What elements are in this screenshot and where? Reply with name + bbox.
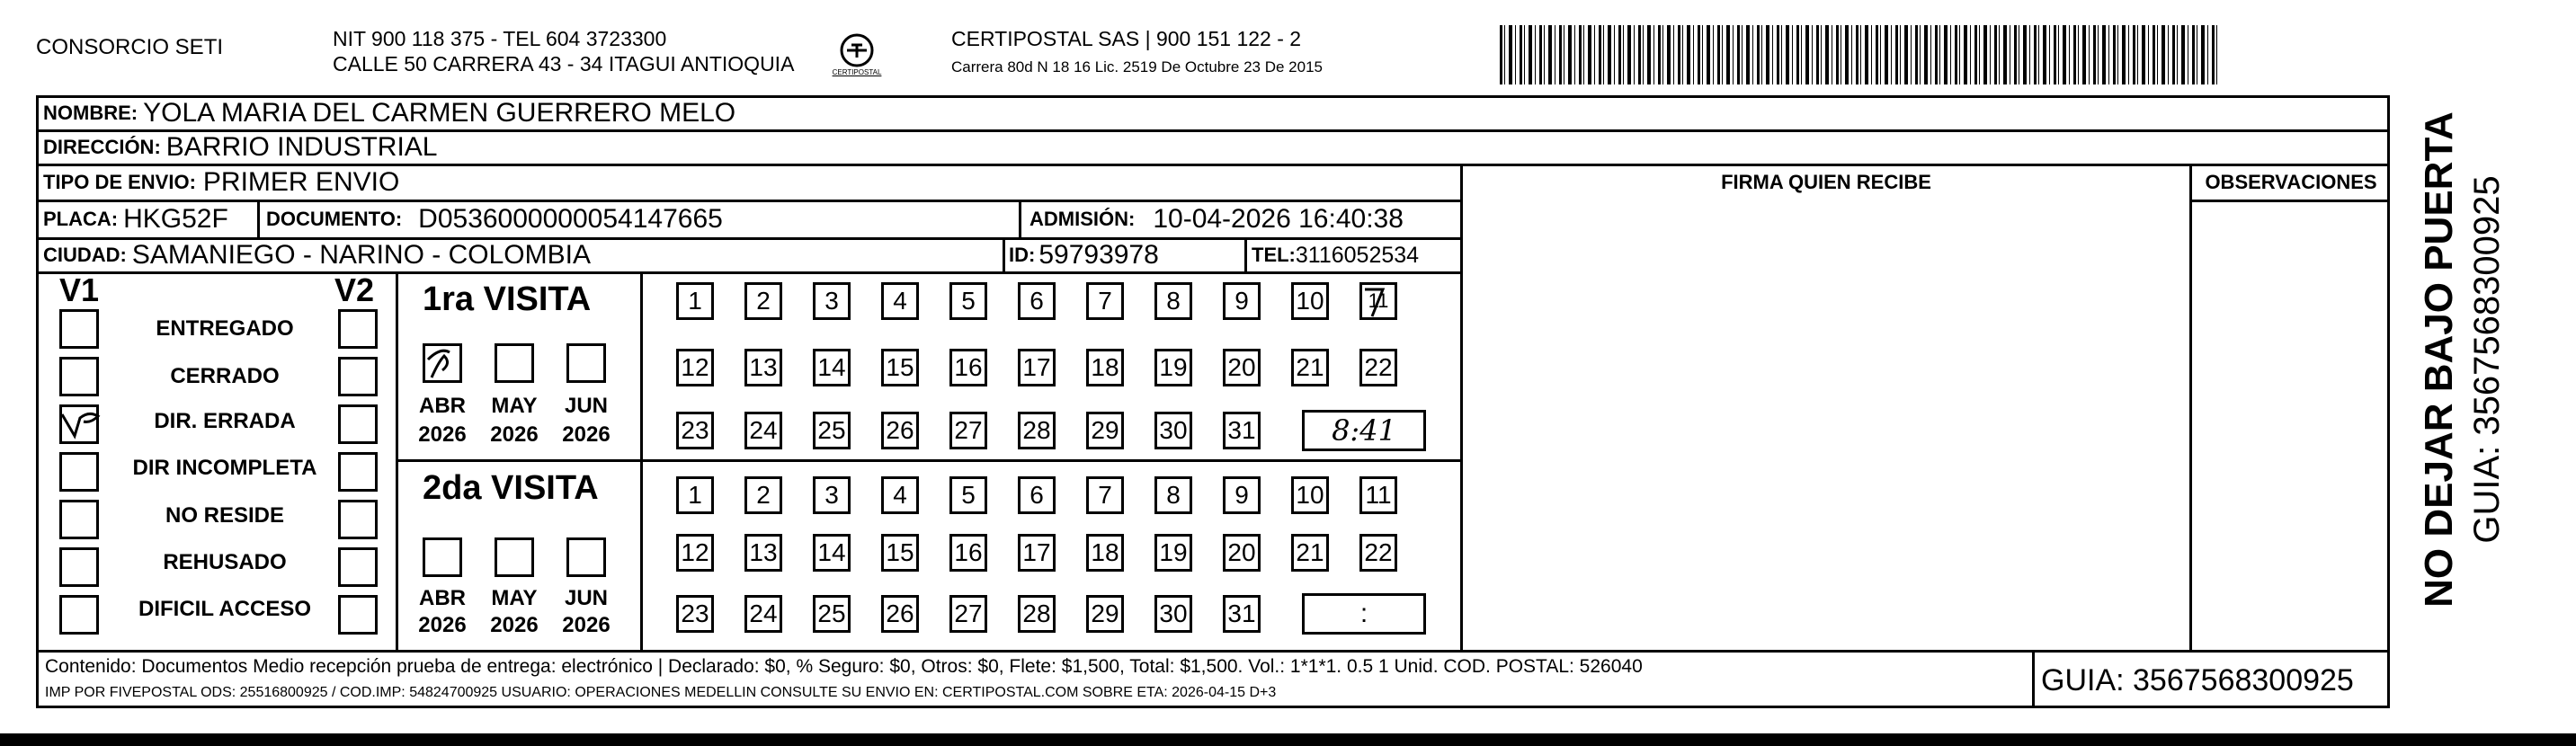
- placa-value: HKG52F: [123, 204, 228, 234]
- handwritten-mark-icon: [1359, 282, 1397, 320]
- admision-value: 10-04-2026 16:40:38: [1153, 204, 1404, 234]
- status-dir-errada: DIR. ERRADA: [154, 409, 296, 433]
- second-visit-day[interactable]: 6: [1018, 476, 1056, 514]
- documento-value: D0536000000054147665: [418, 204, 723, 234]
- tipo-value: PRIMER ENVIO: [202, 167, 400, 197]
- ciudad-value: SAMANIEGO - NARINO - COLOMBIA: [131, 240, 591, 270]
- second-visit-jun-label: JUN: [564, 586, 608, 610]
- second-visit-day[interactable]: 24: [744, 595, 782, 633]
- second-visit-title: 2da VISITA: [423, 469, 599, 507]
- first-visit-day-marked[interactable]: [1359, 282, 1397, 320]
- first-visit-may-label: MAY: [491, 394, 538, 418]
- second-visit-day[interactable]: 16: [949, 534, 987, 572]
- first-visit-day[interactable]: 16: [949, 349, 987, 386]
- second-visit-day[interactable]: 25: [813, 595, 851, 633]
- first-visit-day[interactable]: 26: [881, 412, 919, 449]
- v1-checkbox-entregado[interactable]: [59, 309, 99, 349]
- v1-checkbox-rehusado[interactable]: [59, 547, 99, 587]
- first-visit-day[interactable]: 14: [813, 349, 851, 386]
- v1-checkbox-dir-errada[interactable]: [59, 404, 99, 444]
- first-visit-day[interactable]: 30: [1154, 412, 1192, 449]
- second-visit-time-field[interactable]: :: [1302, 593, 1426, 635]
- second-visit-day[interactable]: 22: [1359, 534, 1397, 572]
- imp-text: IMP POR FIVEPOSTAL ODS: 25516800925 / COD.IMP: 54824700925 USUARIO: OPERACIONES MEDELLIN CONSULTE SU ENVIO EN: CERTIPOSTAL.COM SOBRE ETA: 2026-04-15 D+3: [45, 685, 1277, 700]
- second-visit-day[interactable]: 13: [744, 534, 782, 572]
- first-visit-day[interactable]: 25: [813, 412, 851, 449]
- status-dir-incompleta: DIR INCOMPLETA: [132, 456, 317, 480]
- second-visit-day[interactable]: 5: [949, 476, 987, 514]
- first-visit-day[interactable]: 6: [1018, 282, 1056, 320]
- first-visit-may-checkbox[interactable]: [495, 343, 534, 383]
- side-guia: GUIA: 3567568300925: [2467, 175, 2507, 544]
- second-visit-abr-year: 2026: [418, 613, 467, 637]
- second-visit-day[interactable]: 31: [1223, 595, 1261, 633]
- first-visit-day[interactable]: 28: [1018, 412, 1056, 449]
- tipo-label: TIPO DE ENVIO:: [43, 171, 196, 193]
- first-visit-day[interactable]: 9: [1223, 282, 1261, 320]
- first-visit-day[interactable]: 21: [1291, 349, 1329, 386]
- first-visit-day[interactable]: 22: [1359, 349, 1397, 386]
- no-dejar-bajo-puerta: NO DEJAR BAJO PUERTA: [2417, 111, 2461, 608]
- first-visit-may-year: 2026: [490, 422, 539, 447]
- second-visit-day[interactable]: 19: [1154, 534, 1192, 572]
- first-visit-day[interactable]: 23: [676, 412, 714, 449]
- first-visit-abr-checkbox[interactable]: [423, 343, 462, 383]
- ciudad-label: CIUDAD:: [43, 244, 127, 266]
- first-visit-day[interactable]: 5: [949, 282, 987, 320]
- documento-cell: [266, 201, 723, 237]
- second-visit-day[interactable]: 4: [881, 476, 919, 514]
- handwritten-mark-icon: [423, 343, 462, 383]
- first-visit-day[interactable]: 27: [949, 412, 987, 449]
- second-visit-jun-year: 2026: [562, 613, 611, 637]
- v1-header: V1: [59, 271, 100, 308]
- status-rehusado: REHUSADO: [163, 550, 287, 574]
- first-visit-day[interactable]: 7: [1086, 282, 1124, 320]
- contenido-text: Contenido: Documentos Medio recepción prueba de entrega: electrónico | Declarado: $0, % Seguro: $0, Otros: $0, Flete: $1,500, Total: $1,500. Vol.: 1*1*1. 0.5 1 Unid. COD. POSTAL: 526040: [45, 656, 1643, 677]
- firma-header: [1463, 165, 2189, 200]
- side-vertical-text: [2402, 90, 2519, 629]
- second-visit-day[interactable]: 23: [676, 595, 714, 633]
- nombre-label: NOMBRE:: [43, 102, 138, 124]
- tel-cell: [1252, 239, 1419, 271]
- first-visit-jun-label: JUN: [564, 394, 608, 418]
- second-visit-day[interactable]: 9: [1223, 476, 1261, 514]
- second-visit-day[interactable]: 14: [813, 534, 851, 572]
- address-line: CALLE 50 CARRERA 43 - 34 ITAGUI ANTIOQUIA: [333, 52, 795, 75]
- second-visit-day[interactable]: 28: [1018, 595, 1056, 633]
- second-visit-day[interactable]: 20: [1223, 534, 1261, 572]
- v2-checkbox-dir-incompleta[interactable]: [338, 452, 378, 492]
- direccion-value: BARRIO INDUSTRIAL: [165, 132, 438, 162]
- first-visit-day[interactable]: 3: [813, 282, 851, 320]
- nombre-value: YOLA MARIA DEL CARMEN GUERRERO MELO: [143, 98, 736, 128]
- second-visit-day[interactable]: 12: [676, 534, 714, 572]
- second-visit-jun-checkbox[interactable]: [566, 537, 606, 577]
- status-cerrado: CERRADO: [170, 364, 280, 388]
- placa-label: PLACA:: [43, 208, 119, 230]
- tel-value: 3116052534: [1295, 242, 1420, 268]
- second-visit-day[interactable]: 10: [1291, 476, 1329, 514]
- second-visit-day[interactable]: 2: [744, 476, 782, 514]
- certipostal-line2: Carrera 80d N 18 16 Lic. 2519 De Octubre 23 De 2015: [951, 58, 1323, 75]
- first-visit-abr-label: ABR: [419, 394, 466, 418]
- placa-cell: [43, 201, 228, 237]
- documento-label: DOCUMENTO:: [266, 208, 403, 230]
- second-visit-day[interactable]: 21: [1291, 534, 1329, 572]
- second-visit-day[interactable]: 7: [1086, 476, 1124, 514]
- first-visit-day[interactable]: 8: [1154, 282, 1192, 320]
- status-no-reside: NO RESIDE: [165, 503, 285, 528]
- tel-label: TEL:: [1252, 244, 1296, 266]
- second-visit-abr-label: ABR: [419, 586, 466, 610]
- second-visit-day[interactable]: 29: [1086, 595, 1124, 633]
- first-visit-jun-year: 2026: [562, 422, 611, 447]
- id-cell: [1009, 239, 1159, 271]
- second-visit-day[interactable]: 15: [881, 534, 919, 572]
- first-visit-time-value: 8:41: [1332, 413, 1396, 448]
- second-visit-day[interactable]: 27: [949, 595, 987, 633]
- first-visit-day[interactable]: 18: [1086, 349, 1124, 386]
- first-visit-day[interactable]: 24: [744, 412, 782, 449]
- v1-checkbox-dificil-acceso[interactable]: [59, 595, 99, 635]
- second-visit-day[interactable]: 30: [1154, 595, 1192, 633]
- nit-line: NIT 900 118 375 - TEL 604 3723300: [333, 27, 667, 50]
- second-visit-day[interactable]: 8: [1154, 476, 1192, 514]
- logo-text: CERTIPOSTAL: [832, 68, 882, 76]
- observaciones-label: OBSERVACIONES: [2205, 171, 2377, 193]
- first-visit-day[interactable]: 20: [1223, 349, 1261, 386]
- admision-label: ADMISIÓN:: [1030, 208, 1136, 230]
- first-visit-day-11-label: 11: [1368, 289, 1389, 312]
- second-visit-day[interactable]: 17: [1018, 534, 1056, 572]
- firma-label: FIRMA QUIEN RECIBE: [1721, 171, 1931, 193]
- second-visit-day[interactable]: 1: [676, 476, 714, 514]
- certipostal-line1: CERTIPOSTAL SAS | 900 151 122 - 2: [951, 27, 1302, 50]
- admision-cell: [1030, 201, 1404, 237]
- nombre-row: [43, 96, 735, 130]
- first-visit-day[interactable]: 2: [744, 282, 782, 320]
- v2-checkbox-cerrado[interactable]: [338, 357, 378, 396]
- first-visit-day[interactable]: 29: [1086, 412, 1124, 449]
- direccion-label: DIRECCIÓN:: [43, 136, 161, 158]
- company-name: CONSORCIO SETI: [36, 35, 224, 59]
- first-visit-day[interactable]: 4: [881, 282, 919, 320]
- second-visit-day[interactable]: 11: [1359, 476, 1397, 514]
- first-visit-day[interactable]: 13: [744, 349, 782, 386]
- v2-checkbox-rehusado[interactable]: [338, 547, 378, 587]
- bottom-bar: [0, 733, 2576, 746]
- first-visit-title: 1ra VISITA: [423, 280, 592, 318]
- guia-footer: GUIA: 3567568300925: [2041, 663, 2354, 697]
- second-visit-may-year: 2026: [490, 613, 539, 637]
- first-visit-day[interactable]: 15: [881, 349, 919, 386]
- first-visit-time-field[interactable]: [1302, 410, 1426, 451]
- certipostal-logo: [832, 31, 882, 83]
- id-label: ID:: [1009, 244, 1036, 266]
- v2-checkbox-dificil-acceso[interactable]: [338, 595, 378, 635]
- status-dificil-acceso: DIFICIL ACCESO: [138, 597, 311, 621]
- first-visit-day[interactable]: 10: [1291, 282, 1329, 320]
- observaciones-header: [2192, 165, 2390, 200]
- second-visit-day[interactable]: 18: [1086, 534, 1124, 572]
- v2-checkbox-entregado[interactable]: [338, 309, 378, 349]
- second-visit-may-checkbox[interactable]: [495, 537, 534, 577]
- first-visit-abr-year: 2026: [418, 422, 467, 447]
- barcode: [1500, 25, 2219, 84]
- v2-checkbox-dir-errada[interactable]: [338, 404, 378, 444]
- second-visit-day[interactable]: 3: [813, 476, 851, 514]
- v1-checkbox-dir-incompleta[interactable]: [59, 452, 99, 492]
- first-visit-day[interactable]: 12: [676, 349, 714, 386]
- second-visit-abr-checkbox[interactable]: [423, 537, 462, 577]
- v1-checkbox-cerrado[interactable]: [59, 357, 99, 396]
- id-value: 59793978: [1038, 240, 1159, 270]
- status-entregado: ENTREGADO: [156, 316, 294, 341]
- first-visit-day[interactable]: 17: [1018, 349, 1056, 386]
- tipo-row: [43, 165, 399, 200]
- v2-header: V2: [334, 271, 375, 308]
- first-visit-day[interactable]: 19: [1154, 349, 1192, 386]
- direccion-row: [43, 130, 438, 164]
- v2-checkbox-no-reside[interactable]: [338, 500, 378, 539]
- second-visit-may-label: MAY: [491, 586, 538, 610]
- second-visit-day[interactable]: 26: [881, 595, 919, 633]
- handwritten-check-icon: [58, 405, 112, 445]
- first-visit-jun-checkbox[interactable]: [566, 343, 606, 383]
- first-visit-day[interactable]: 1: [676, 282, 714, 320]
- v1-checkbox-no-reside[interactable]: [59, 500, 99, 539]
- ciudad-cell: [43, 239, 591, 271]
- first-visit-day[interactable]: 31: [1223, 412, 1261, 449]
